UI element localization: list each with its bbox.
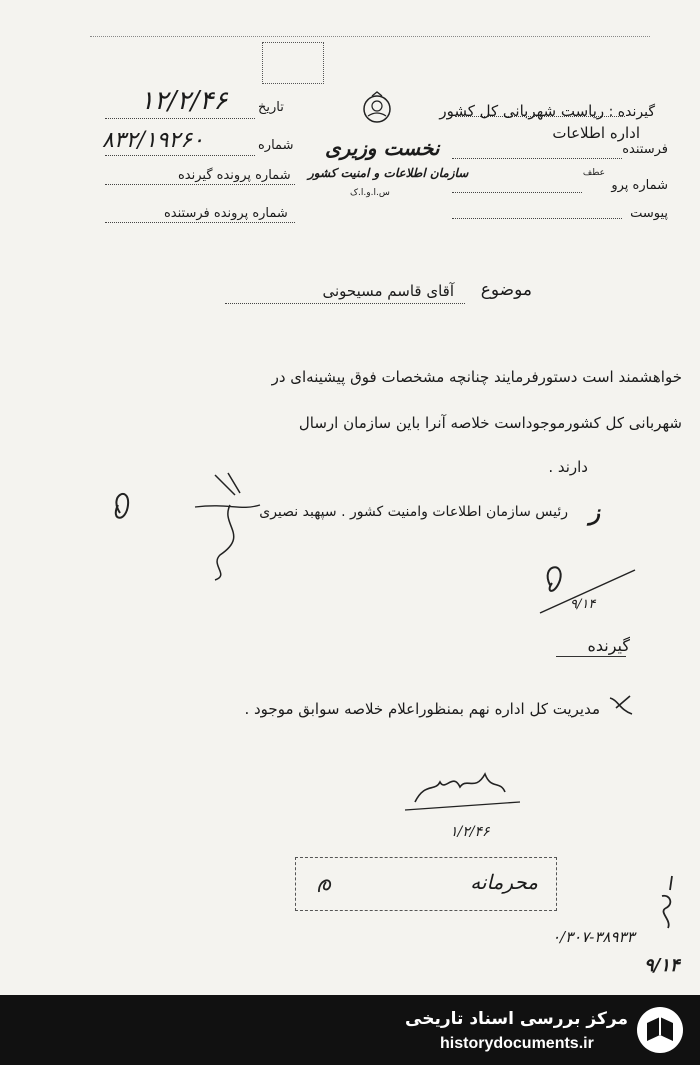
body-line-1: خواهشمند است دستورفرمایند چنانچه مشخصات فوق پیشینه‌ای در (271, 368, 682, 386)
org-title: نخست وزیری (325, 136, 440, 160)
stamp-text: محرمانه (470, 870, 538, 894)
recipient-label: گیرنده (617, 104, 655, 120)
receiver-handwritten-note: ۹/۱۴ (570, 597, 596, 612)
number-value: ۸۳۲/۱۹۲۶۰ (102, 128, 204, 153)
receiver-label: گیرنده (587, 636, 630, 655)
signature-hand: ز (589, 500, 600, 526)
bottom-stamp-box (295, 857, 557, 911)
subject-dots (225, 303, 465, 304)
body-line-3: دارند . (548, 458, 588, 476)
bottom-handwritten-date: ۱/۲/۴۶ (450, 824, 490, 840)
signature-scribble-icon (100, 465, 260, 589)
subject-value: آقای قاسم مسیحونی (322, 282, 454, 300)
bottom-ref-number: ۰/۳۰۷-۳۸۹۳۳ (552, 928, 635, 946)
footer-logo-fa: مرکز بررسی اسناد تاریخی (405, 1009, 628, 1029)
recipient-dots (455, 116, 625, 117)
receiver-check-icon (606, 690, 636, 724)
number-dots (105, 155, 255, 156)
receiver-instruction: مدیریت کل اداره نهم بمنظوراعلام خلاصه سوابق موجود . (244, 700, 600, 718)
corner-stamp-box (262, 42, 324, 84)
bottom-handwritten-ref: ۹/۱۴ (644, 955, 680, 976)
sender-label: فرستنده (622, 142, 668, 157)
footer-logo-url: historydocuments.ir (440, 1035, 594, 1052)
number-label: شماره (258, 138, 294, 153)
sender-value: اداره اطلاعات (552, 124, 640, 142)
subject-label: موضوع (480, 280, 532, 300)
file-number-label: شماره پرو (611, 178, 668, 193)
footer-logo-icon (637, 1007, 683, 1053)
org-sub: س.ا.و.ا.ک (350, 188, 390, 198)
recipient-value: ریاست شهربانی کل کشور (439, 102, 605, 120)
sender-dots (452, 158, 622, 159)
footer-band (0, 995, 700, 1065)
date-label: تاریخ (258, 100, 284, 115)
attachment-label: پیوست (630, 206, 668, 221)
receiver-underline (556, 656, 626, 657)
body-line-2: شهربانی کل کشورموجوداست خلاصه آنرا باین سازمان ارسال (298, 414, 682, 432)
recipient-file-dots (105, 184, 295, 185)
receiver-scribble-icon (540, 555, 650, 629)
org-name: سازمان اطلاعات و امنیت کشور (308, 166, 469, 180)
file-number-dots (452, 192, 582, 193)
date-value: ۱۲/۲/۴۶ (140, 86, 228, 116)
recipient-row: گیرنده : ریاست شهربانی کل کشور (439, 102, 655, 120)
signature-line: رئیس سازمان اطلاعات وامنیت کشور . سپهبد نصیری (259, 504, 568, 520)
recipient-file-label: شماره پرونده گیرنده (178, 168, 291, 183)
date-dots (105, 118, 255, 119)
bottom-ref-scribble-icon (652, 872, 682, 936)
file-note: عطف (582, 168, 605, 178)
top-border (90, 36, 650, 37)
stamp-mark-icon (316, 872, 336, 900)
attachment-dots (452, 218, 622, 219)
sender-file-label: شماره پرونده فرستنده (164, 206, 288, 221)
lion-sun-emblem-icon (360, 92, 394, 130)
sender-file-dots (105, 222, 295, 223)
